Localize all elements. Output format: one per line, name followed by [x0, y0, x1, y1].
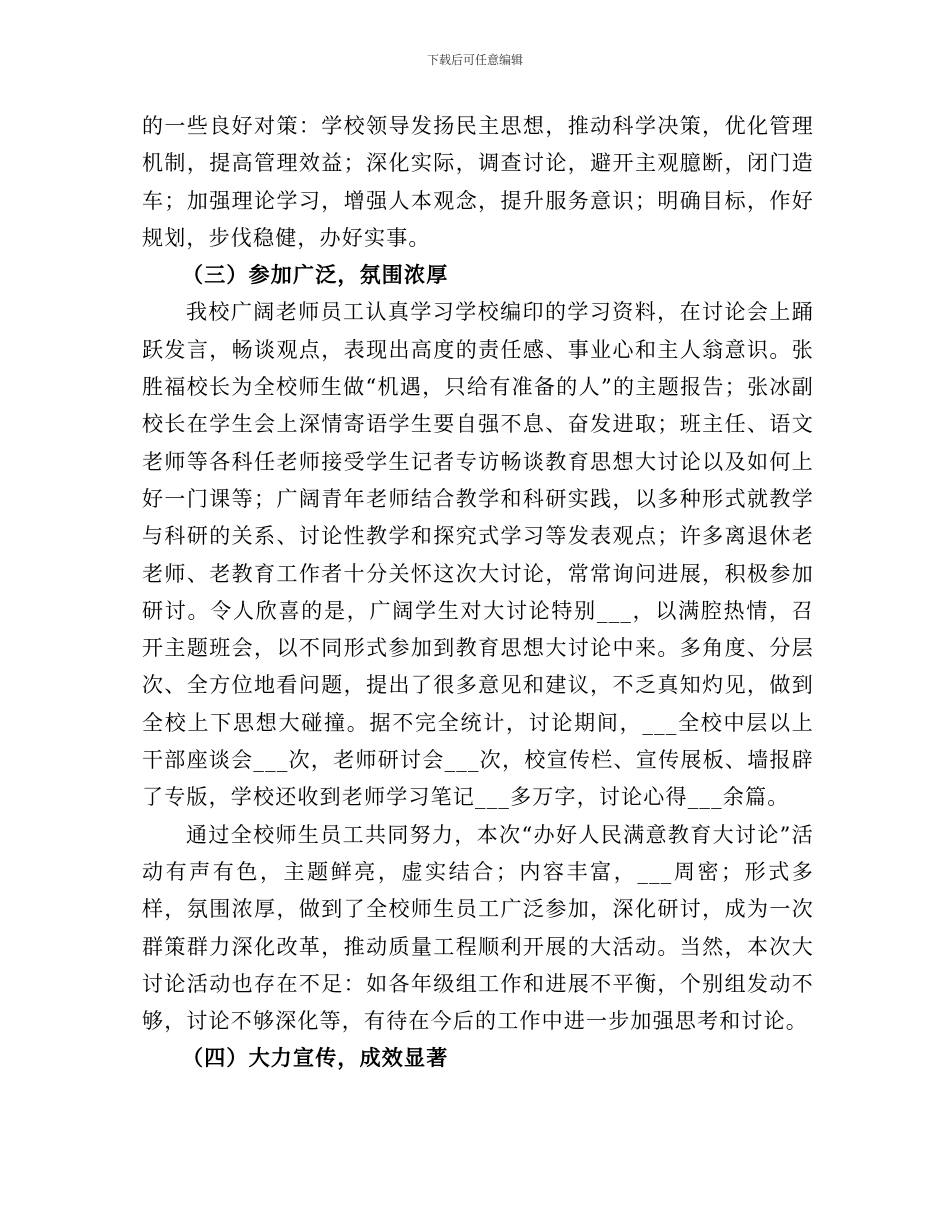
- paragraph-summary: 通过全校师生员工共同努力，本次“办好人民满意教育大讨论”活动有声有色，主题鲜亮，虚实结合；内容丰富，___周密；形式多样，氛围浓厚，做到了全校师生员工广泛参加，深化研讨，成为一次群策群力深化改革，推动质量工程顺利开展的大活动。当然，本次大讨论活动也存在不足：如各年级组工作和进展不平衡，个别组发动不够，讨论不够深化等，有待在今后的工作中进一步加强思考和讨论。: [142, 822, 814, 1034]
- paragraph-participation: 我校广阔老师员工认真学习学校编印的学习资料，在讨论会上踊跃发言，畅谈观点，表现出高度的责任感、事业心和主人翁意识。张胜福校长为全校师生做“机遇，只给有准备的人”的主题报告；张冰副校长在学生会上深情寄语学生要自强不息、奋发进取；班主任、语文老师等各科任老师接受学生记者专访畅谈教育思想大讨论以及如何上好一门课等；广阔青年老师结合教学和科研实践，以多种形式就教学与科研的关系、讨论性教学和探究式学习等发表观点；许多离退休老老师、老教育工作者十分关怀这次大讨论，常常询问进展，积极参加研讨。令人欣喜的是，广阔学生对大讨论特别___，以满腔热情，召开主题班会，以不同形式参加到教育思想大讨论中来。多角度、分层次、全方位地看问题，提出了很多意见和建议，不乏真知灼见，做到全校上下思想大碰撞。据不完全统计，讨论期间，___全校中层以上干部座谈会___次，老师研讨会___次，校宣传栏、宣传展板、墙报辟了专版，学校还收到老师学习笔记___多万字，讨论心得___余篇。: [142, 300, 814, 810]
- section-heading-4: （四）大力宣传，成效显著: [182, 1046, 449, 1071]
- paragraph-countermeasures: 的一些良好对策：学校领导发扬民主思想，推动科学决策，优化管理机制，提高管理效益；深化实际，调查讨论，避开主观臆断，闭门造车；加强理论学习，增强人本观念，提升服务意识；明确目标，作好规划，步伐稳健，办好实事。: [142, 114, 814, 250]
- document-body: [142, 108, 814, 1078]
- section-heading-3: （三）参加广泛，氛围浓厚: [182, 263, 449, 288]
- page-header: 下载后可任意编辑: [426, 53, 523, 67]
